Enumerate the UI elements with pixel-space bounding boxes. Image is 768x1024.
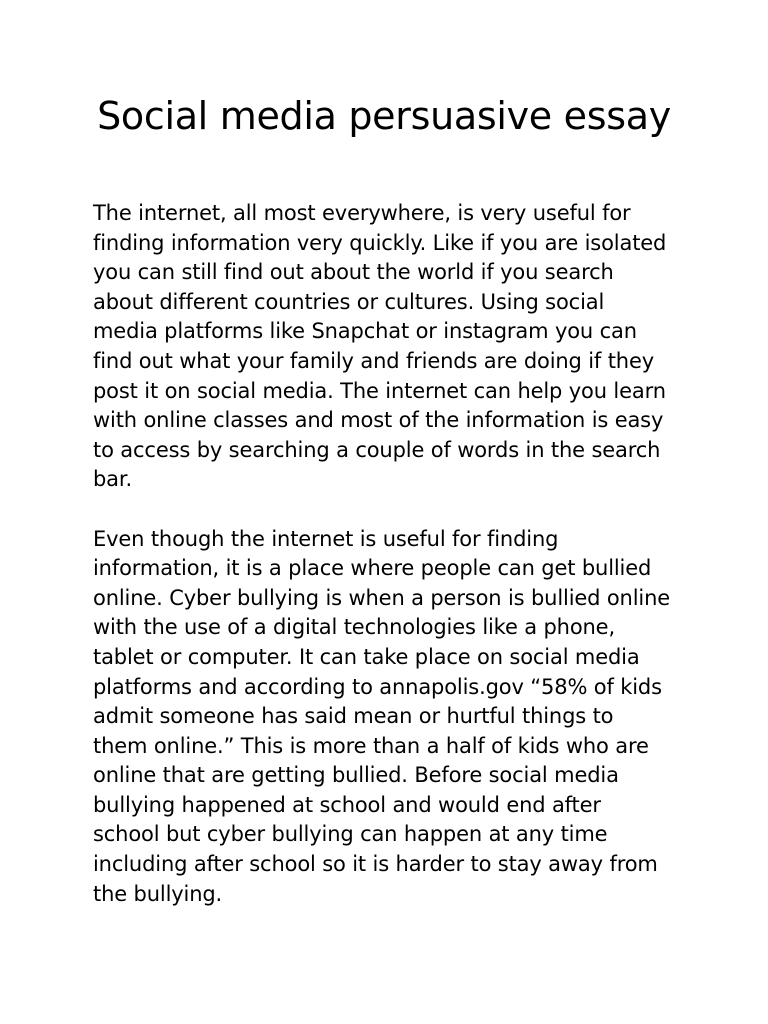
- text-line: finding information very quickly. Like if you are isolated: [93, 230, 667, 255]
- essay-body: [93, 199, 693, 939]
- text-line: media platforms like Snapchat or instagram you can: [93, 319, 637, 344]
- text-line: online. Cyber bullying is when a person is bullied online: [93, 585, 671, 610]
- text-line: online that are getting bullied. Before social media: [93, 763, 619, 788]
- text-line: find out what your family and friends are doing if they: [93, 348, 654, 373]
- text-line: post it on social media. The internet can help you learn: [93, 378, 666, 403]
- text-line: school but cyber bullying can happen at any time: [93, 822, 608, 847]
- text-line: bar.: [93, 467, 132, 492]
- text-line: platforms and according to annapolis.gov “58% of kids: [93, 674, 662, 699]
- document-title: Social media persuasive essay: [97, 94, 671, 138]
- text-line: tablet or computer. It can take place on social media: [93, 644, 640, 669]
- text-line: about different countries or cultures. Using social: [93, 289, 605, 314]
- text-line: including after school so it is harder to stay away from: [93, 852, 658, 877]
- paragraph-1: [93, 199, 693, 495]
- text-line: the bullying.: [93, 881, 223, 906]
- text-line: them online.” This is more than a half of kids who are: [93, 733, 649, 758]
- text-line: to access by searching a couple of words in the search: [93, 437, 661, 462]
- paragraph-2: [93, 525, 693, 910]
- text-line: information, it is a place where people can get bullied: [93, 556, 652, 581]
- text-line: bullying happened at school and would end after: [93, 792, 601, 817]
- text-line: Even though the internet is useful for finding: [93, 526, 559, 551]
- text-line: The internet, all most everywhere, is very useful for: [93, 201, 631, 225]
- text-line: with the use of a digital technologies like a phone,: [93, 615, 615, 640]
- text-line: admit someone has said mean or hurtful things to: [93, 704, 614, 729]
- text-line: you can still find out about the world if you search: [93, 260, 614, 285]
- text-line: with online classes and most of the information is easy: [93, 408, 664, 433]
